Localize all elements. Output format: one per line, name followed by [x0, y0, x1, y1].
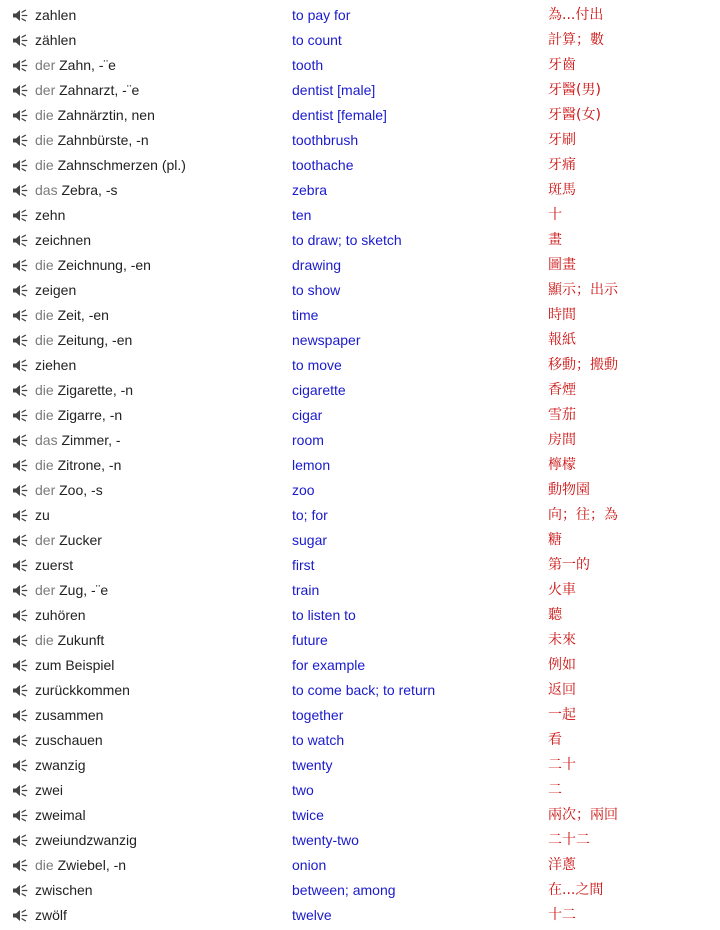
- english-translation: dentist [male]: [292, 82, 376, 98]
- chinese-translation: 二: [548, 782, 562, 798]
- chinese-translation: 斑馬: [548, 182, 576, 198]
- speaker-icon[interactable]: [12, 109, 28, 122]
- vocab-row: [0, 128, 720, 153]
- german-article: die: [35, 257, 54, 273]
- german-word: [35, 703, 103, 728]
- english-translation: to show: [292, 282, 341, 298]
- speaker-icon[interactable]: [12, 459, 28, 472]
- german-article: der: [35, 57, 56, 73]
- english-translation: first: [292, 557, 315, 573]
- chinese-translation: 為...付出: [548, 7, 604, 23]
- chinese-translation: 糖: [548, 532, 562, 548]
- german-word: [35, 803, 86, 828]
- vocab-row: [0, 853, 720, 878]
- german-word: [35, 378, 133, 403]
- vocab-row: [0, 653, 720, 678]
- chinese-translation: 牙醫(女): [548, 107, 601, 123]
- german-term: zweiundzwanzig: [35, 832, 137, 848]
- german-article: der: [35, 582, 56, 598]
- speaker-icon[interactable]: [12, 834, 28, 847]
- english-translation: cigar: [292, 407, 323, 423]
- english-translation: two: [292, 782, 314, 798]
- vocab-row: [0, 253, 720, 278]
- english-translation: between; among: [292, 882, 396, 898]
- chinese-translation: 牙痛: [548, 157, 576, 173]
- vocab-row: [0, 303, 720, 328]
- speaker-icon[interactable]: [12, 609, 28, 622]
- vocab-row: [0, 178, 720, 203]
- german-term: Zeichnung, -en: [57, 257, 151, 273]
- german-word: [35, 278, 76, 303]
- german-word: [35, 603, 86, 628]
- speaker-icon[interactable]: [12, 234, 28, 247]
- speaker-icon[interactable]: [12, 584, 28, 597]
- speaker-icon[interactable]: [12, 409, 28, 422]
- german-term: Zeit, -en: [57, 307, 109, 323]
- german-term: Zug, -¨e: [59, 582, 109, 598]
- english-translation: onion: [292, 857, 327, 873]
- speaker-icon[interactable]: [12, 9, 28, 22]
- chinese-translation: 畫: [548, 232, 562, 248]
- german-word: [35, 478, 103, 503]
- german-term: zwölf: [35, 907, 67, 923]
- german-term: zwischen: [35, 882, 93, 898]
- speaker-icon[interactable]: [12, 709, 28, 722]
- german-term: zählen: [35, 32, 77, 48]
- vocab-row: [0, 778, 720, 803]
- speaker-icon[interactable]: [12, 559, 28, 572]
- german-word: [35, 503, 50, 528]
- german-term: Zukunft: [57, 632, 105, 648]
- speaker-icon[interactable]: [12, 184, 28, 197]
- german-article: die: [35, 407, 54, 423]
- vocab-row: [0, 353, 720, 378]
- german-article: der: [35, 532, 56, 548]
- vocab-row: [0, 503, 720, 528]
- english-translation: room: [292, 432, 324, 448]
- german-word: [35, 678, 130, 703]
- german-word: [35, 578, 108, 603]
- german-term: Zahnärztin, nen: [57, 107, 155, 123]
- vocab-row: [0, 428, 720, 453]
- german-word: [35, 28, 76, 53]
- english-translation: future: [292, 632, 328, 648]
- speaker-icon[interactable]: [12, 84, 28, 97]
- german-term: zweimal: [35, 807, 86, 823]
- vocab-row: [0, 703, 720, 728]
- vocab-row: [0, 578, 720, 603]
- german-term: zu: [35, 507, 50, 523]
- german-article: die: [35, 332, 54, 348]
- vocab-row: [0, 53, 720, 78]
- vocab-row: [0, 628, 720, 653]
- english-translation: tooth: [292, 57, 324, 73]
- german-article: die: [35, 457, 54, 473]
- english-translation: twenty-two: [292, 832, 359, 848]
- chinese-translation: 一起: [548, 707, 576, 723]
- chinese-translation: 聽: [548, 607, 562, 623]
- english-translation: to move: [292, 357, 342, 373]
- german-article: die: [35, 132, 54, 148]
- german-term: Zigarette, -n: [57, 382, 134, 398]
- vocab-row: [0, 103, 720, 128]
- vocab-row: [0, 3, 720, 28]
- chinese-translation: 圖畫: [548, 257, 576, 273]
- german-term: Zoo, -s: [59, 482, 103, 498]
- german-word: [35, 328, 132, 353]
- speaker-icon[interactable]: [12, 334, 28, 347]
- chinese-translation: 十二: [548, 907, 576, 923]
- german-word: [35, 778, 63, 803]
- chinese-translation: 計算；數: [548, 32, 604, 48]
- chinese-translation: 二十二: [548, 832, 590, 848]
- english-translation: to watch: [292, 732, 345, 748]
- german-term: zeigen: [35, 282, 77, 298]
- german-term: Zeitung, -en: [57, 332, 133, 348]
- chinese-translation: 報紙: [548, 332, 576, 348]
- speaker-icon[interactable]: [12, 684, 28, 697]
- chinese-translation: 牙刷: [548, 132, 576, 148]
- english-translation: ten: [292, 207, 312, 223]
- vocab-row: [0, 553, 720, 578]
- vocab-row: [0, 278, 720, 303]
- german-word: [35, 453, 121, 478]
- english-translation: twenty: [292, 757, 333, 773]
- german-term: Zahnschmerzen (pl.): [57, 157, 186, 173]
- chinese-translation: 時間: [548, 307, 576, 323]
- speaker-icon[interactable]: [12, 659, 28, 672]
- german-term: Zebra, -s: [61, 182, 118, 198]
- english-translation: zoo: [292, 482, 315, 498]
- speaker-icon[interactable]: [12, 284, 28, 297]
- german-article: die: [35, 382, 54, 398]
- german-word: [35, 878, 93, 903]
- german-term: ziehen: [35, 357, 77, 373]
- chinese-translation: 例如: [548, 657, 576, 673]
- speaker-icon[interactable]: [12, 34, 28, 47]
- vocab-row: [0, 903, 720, 928]
- german-word: [35, 728, 103, 753]
- english-translation: twelve: [292, 907, 332, 923]
- vocab-row: [0, 603, 720, 628]
- german-article: die: [35, 107, 54, 123]
- vocab-row: [0, 528, 720, 553]
- german-article: das: [35, 182, 58, 198]
- speaker-icon[interactable]: [12, 259, 28, 272]
- german-word: [35, 153, 186, 178]
- chinese-translation: 牙醫(男): [548, 82, 601, 98]
- chinese-translation: 未來: [548, 632, 576, 648]
- vocab-row: [0, 203, 720, 228]
- chinese-translation: 牙齒: [548, 57, 576, 73]
- german-term: zusammen: [35, 707, 104, 723]
- german-word: [35, 628, 104, 653]
- speaker-icon[interactable]: [12, 134, 28, 147]
- english-translation: to count: [292, 32, 342, 48]
- english-translation: to draw; to sketch: [292, 232, 402, 248]
- speaker-icon[interactable]: [12, 634, 28, 647]
- english-translation: to come back; to return: [292, 682, 436, 698]
- german-word: [35, 303, 109, 328]
- speaker-icon[interactable]: [12, 159, 28, 172]
- german-article: die: [35, 307, 54, 323]
- vocab-row: [0, 478, 720, 503]
- chinese-translation: 動物園: [548, 482, 590, 498]
- german-word: [35, 228, 91, 253]
- english-translation: newspaper: [292, 332, 361, 348]
- vocab-row: [0, 228, 720, 253]
- english-translation: cigarette: [292, 382, 346, 398]
- german-word: [35, 178, 117, 203]
- vocab-row: [0, 328, 720, 353]
- chinese-translation: 洋蔥: [548, 857, 576, 873]
- german-word: [35, 753, 86, 778]
- vocab-row: [0, 728, 720, 753]
- german-term: Zahnbürste, -n: [57, 132, 149, 148]
- chinese-translation: 移動；搬動: [548, 357, 618, 373]
- german-term: Zwiebel, -n: [57, 857, 127, 873]
- german-word: [35, 428, 121, 453]
- german-term: zuschauen: [35, 732, 103, 748]
- speaker-icon[interactable]: [12, 209, 28, 222]
- vocab-row: [0, 678, 720, 703]
- german-term: zwanzig: [35, 757, 86, 773]
- speaker-icon[interactable]: [12, 784, 28, 797]
- english-translation: to listen to: [292, 607, 356, 623]
- speaker-icon[interactable]: [12, 384, 28, 397]
- speaker-icon[interactable]: [12, 884, 28, 897]
- english-translation: together: [292, 707, 344, 723]
- chinese-translation: 顯示；出示: [548, 282, 618, 298]
- english-translation: for example: [292, 657, 366, 673]
- german-term: Zucker: [59, 532, 102, 548]
- german-term: zuerst: [35, 557, 74, 573]
- english-translation: to pay for: [292, 7, 351, 23]
- english-translation: time: [292, 307, 319, 323]
- chinese-translation: 向；往；為: [548, 507, 618, 523]
- english-translation: to; for: [292, 507, 328, 523]
- chinese-translation: 二十: [548, 757, 576, 773]
- german-term: Zahnarzt, -¨e: [59, 82, 140, 98]
- vocab-row: [0, 803, 720, 828]
- chinese-translation: 十: [548, 207, 562, 223]
- german-word: [35, 653, 114, 678]
- german-word: [35, 3, 76, 28]
- german-word: [35, 203, 65, 228]
- german-word: [35, 78, 139, 103]
- german-word: [35, 528, 102, 553]
- german-term: zeichnen: [35, 232, 92, 248]
- german-word: [35, 903, 67, 928]
- german-term: zum Beispiel: [35, 657, 115, 673]
- english-translation: zebra: [292, 182, 328, 198]
- english-translation: toothache: [292, 157, 354, 173]
- vocab-row: [0, 403, 720, 428]
- german-article: der: [35, 82, 56, 98]
- speaker-icon[interactable]: [12, 509, 28, 522]
- english-translation: dentist [female]: [292, 107, 387, 123]
- vocab-row: [0, 753, 720, 778]
- chinese-translation: 在...之間: [548, 882, 604, 898]
- german-term: zurückkommen: [35, 682, 130, 698]
- german-term: zehn: [35, 207, 66, 223]
- german-article: die: [35, 157, 54, 173]
- chinese-translation: 看: [548, 732, 562, 748]
- german-word: [35, 853, 126, 878]
- german-term: zahlen: [35, 7, 77, 23]
- vocab-row: [0, 878, 720, 903]
- speaker-icon[interactable]: [12, 759, 28, 772]
- english-translation: drawing: [292, 257, 342, 273]
- chinese-translation: 檸檬: [548, 457, 576, 473]
- german-word: [35, 53, 116, 78]
- german-article: die: [35, 632, 54, 648]
- english-translation: sugar: [292, 532, 328, 548]
- speaker-icon[interactable]: [12, 534, 28, 547]
- german-word: [35, 253, 151, 278]
- speaker-icon[interactable]: [12, 359, 28, 372]
- german-word: [35, 828, 137, 853]
- english-translation: twice: [292, 807, 324, 823]
- chinese-translation: 雪茄: [548, 407, 576, 423]
- german-article: der: [35, 482, 56, 498]
- chinese-translation: 香煙: [548, 382, 576, 398]
- chinese-translation: 火車: [548, 582, 576, 598]
- german-term: Zigarre, -n: [57, 407, 123, 423]
- speaker-icon[interactable]: [12, 59, 28, 72]
- chinese-translation: 兩次；兩回: [548, 807, 618, 823]
- german-word: [35, 128, 149, 153]
- german-term: Zahn, -¨e: [59, 57, 116, 73]
- german-word: [35, 553, 73, 578]
- chinese-translation: 返回: [548, 682, 576, 698]
- chinese-translation: 房間: [548, 432, 576, 448]
- speaker-icon[interactable]: [12, 734, 28, 747]
- english-translation: lemon: [292, 457, 331, 473]
- speaker-icon[interactable]: [12, 434, 28, 447]
- vocab-row: [0, 153, 720, 178]
- german-term: Zitrone, -n: [57, 457, 122, 473]
- german-term: Zimmer, -: [61, 432, 121, 448]
- german-word: [35, 403, 122, 428]
- vocab-row: [0, 453, 720, 478]
- english-translation: toothbrush: [292, 132, 359, 148]
- vocab-row: [0, 828, 720, 853]
- vocab-row: [0, 378, 720, 403]
- english-translation: train: [292, 582, 320, 598]
- speaker-icon[interactable]: [12, 909, 28, 922]
- speaker-icon[interactable]: [12, 809, 28, 822]
- german-word: [35, 353, 76, 378]
- speaker-icon[interactable]: [12, 484, 28, 497]
- german-term: zwei: [35, 782, 64, 798]
- vocab-row: [0, 78, 720, 103]
- german-term: zuhören: [35, 607, 86, 623]
- german-article: die: [35, 857, 54, 873]
- speaker-icon[interactable]: [12, 859, 28, 872]
- german-article: das: [35, 432, 58, 448]
- german-word: [35, 103, 155, 128]
- vocab-row: [0, 28, 720, 53]
- speaker-icon[interactable]: [12, 309, 28, 322]
- chinese-translation: 第一的: [548, 557, 590, 573]
